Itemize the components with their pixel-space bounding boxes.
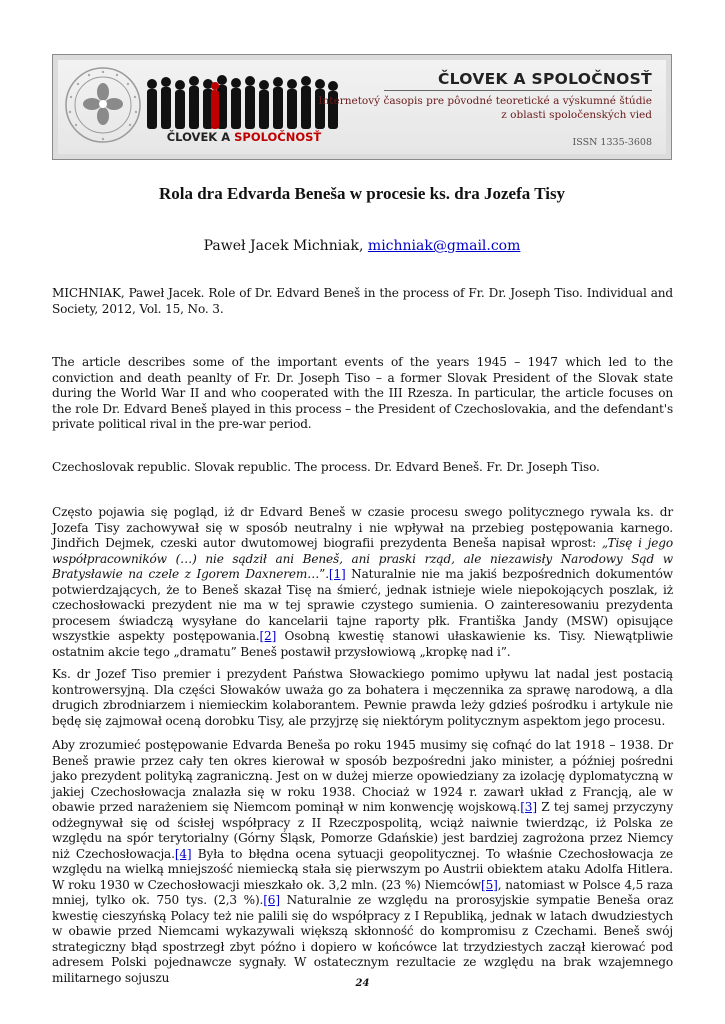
body-paragraph-1	[52, 505, 673, 660]
footnote-link-5[interactable]: [5]	[481, 877, 498, 892]
footnote-link-2[interactable]: [2]	[259, 629, 277, 643]
journal-subtitle-line2: z oblasti spoločenských vied	[501, 109, 652, 121]
footnote-link-3[interactable]: [3]	[520, 800, 537, 814]
page-number: 24	[355, 978, 370, 989]
abstract-paragraph: The article describes some of the important events of the years 1945 – 1947 which led to the conviction and death peanlty of Fr. Dr. Joseph Tiso – a former Slovak President of the Slovak state during the World War II and who cooperated with the III Rzesza. In particular, the article focuses on the role Dr. Edvard Beneš played in this process – the President of Czechoslovakia, and the defendant's private political rival in the pre-war period.	[52, 355, 673, 431]
journal-issn: ISSN 1335-3608	[572, 137, 652, 148]
body-paragraph-3	[52, 738, 673, 986]
p3-text-c: Była to błędna ocena sytuacji geopolitycznej. To właśnie Czechosłowacja ze względu na wielką mniejszość niemiecką stała się pierwszym po Austrii obiektem ataku Adolfa Hitlera. W roku 1930 w Czechosłowacji mieszkało ok. 3,2 mln. (23 %) Niemców	[52, 846, 673, 892]
keywords-paragraph: Czechoslovak republic. Slovak republic. The process. Dr. Edvard Beneš. Fr. Dr. Joseph Tiso.	[52, 460, 600, 474]
article-title: Rola dra Edvarda Beneša w procesie ks. dra Jozefa Tisy	[158, 184, 566, 203]
p1-text-a: Często pojawia się pogląd, iż dr Edvard Beneš w czasie procesu swego politycznego rywala ks. dr Jozefa Tisy zachowywał się w sposób neutralny i nie wpływał na przebieg postępowania karnego. Jindřich Dejmek, czeski autor dwutomowej biografii prezydenta Beneša napisał wprost:	[52, 505, 673, 550]
author-name: Paweł Jacek Michniak,	[203, 238, 368, 254]
journal-title-divider	[384, 90, 652, 91]
journal-banner	[52, 54, 672, 160]
p3-text-a: Aby zrozumieć postępowanie Edvarda Beneša po roku 1945 musimy się cofnąć do lat 1918 – 1938. Dr Beneš prawie przez cały ten okres kierował w sposób bezpośredni jako minister, a później pośredni jako prezydent polityką zagraniczną. Jest on w dużej mierze opowiedziany za izolację dyplomatyczną w jakiej Czechosłowacja znalazła się w roku 1938. Chociaż w 1924 r. zawarł układ z Francją, ale w obawie przed narażeniem się Niemcom pominął w nim konwencję wojskową.	[52, 738, 673, 814]
citation-paragraph: MICHNIAK, Paweł Jacek. Role of Dr. Edvard Beneš in the process of Fr. Dr. Joseph Tiso. Individual and Society, 2012, Vol. 15, No. 3.	[52, 286, 673, 316]
p3-text-b: Z tej samej przyczyny odżegnywał się od ścisłej współpracy z II Rzeczpospolitą, wciąż naiwnie twierdząc, iż Polska ze względu na spór terytorialny (Górny Śląsk, Pomorze Gdańskie) jest bardziej zagrożona przez Niemcy niż Czechosłowacja.	[52, 800, 673, 861]
footnote-link-6[interactable]: [6]	[263, 893, 280, 907]
journal-subtitle-line1: Internetový časopis pre pôvodné teoretické a výskumné štúdie	[318, 95, 652, 107]
article-author	[52, 238, 672, 254]
p1-text-c: Naturalnie nie ma jakiś bezpośrednich dokumentów potwierdzających, że to Beneš skazał Tisę na śmierć, jednak istnieje wiele niepokojących poszlak, iż czechosłowacki prezydent nie ma w tej sprawie czystego sumienia. O zainteresowaniu prezydenta procesem świadczą wysyłane do kancelarii tajne raporty płk. Františka Jandy (MSW) opisujące wszystkie aspekty postępowania.	[52, 567, 673, 643]
logo-wordmark-part2: SPOLOČNOSŤ	[234, 130, 322, 144]
banner-panel	[58, 60, 666, 154]
academy-seal-logo	[62, 64, 144, 146]
p1-text-d: Osobną kwestię stanowi ułaskawienie ks. Tisy. Niewątpliwie ostatnim akcie tego „dramatu” Beneš postawił przysłowiową „kropkę nad i”.	[52, 629, 673, 659]
crowd-silhouette-logo	[144, 72, 340, 134]
author-email-link[interactable]: michniak@gmail.com	[367, 238, 521, 254]
body-paragraph-2: Ks. dr Jozef Tiso premier i prezydent Państwa Słowackiego pomimo upływu lat nadal jest postacią kontrowersyjną. Dla części Słowaków uważa go za bohatera i męczennika za sprawę narodową, a dla drugich zbrodniarzem i niemieckim kolaborantem. Pewnie prawda leży gdzieś pośrodku i artykule nie będę się zajmował oceną dorobku Tisy, ale przyjrzę się niektórym politycznym aspektom jego procesu.	[52, 667, 673, 728]
p1-text-b: ”.	[319, 567, 329, 581]
journal-title: ČLOVEK A SPOLOČNOSŤ	[437, 70, 652, 88]
footnote-link-4[interactable]: [4]	[174, 846, 192, 861]
p3-text-d: , natomiast w Polsce 4,5 raza mniej, tylko ok. 750 tys. (2,3 %).	[52, 877, 673, 907]
footnote-link-1[interactable]: [1]	[328, 567, 346, 581]
journal-subtitle	[318, 94, 652, 122]
logo-wordmark-part1: ČLOVEK A	[166, 130, 235, 144]
p1-quote: „Tisę i jego współpracowników (…) nie sądził ani Beneš, ani praski rząd, ale niezawisły Narodowy Sąd w Bratysławie na czele z Igorem Daxnerem…	[52, 536, 673, 581]
logo-wordmark	[144, 130, 344, 144]
p3-text-e: Naturalnie ze względu na prorosyjskie sympatie Beneša oraz kwestię cieszyńską Polacy też nie palili się do współpracy z I Republiką, jednak w latach dwudziestych w obawie przed Niemcami wykazywali większą skłonność do kompromisu z Czechami. Beneš swój strategiczny błąd spostrzegł zbyt późno i dopiero w końcówce lat trzydziestych zaczął kierować pod adresem Polski pojednawcze sygnały. W ostatecznym rezultacie ze względu na brak wzajemnego militarnego sojuszu	[52, 893, 673, 985]
